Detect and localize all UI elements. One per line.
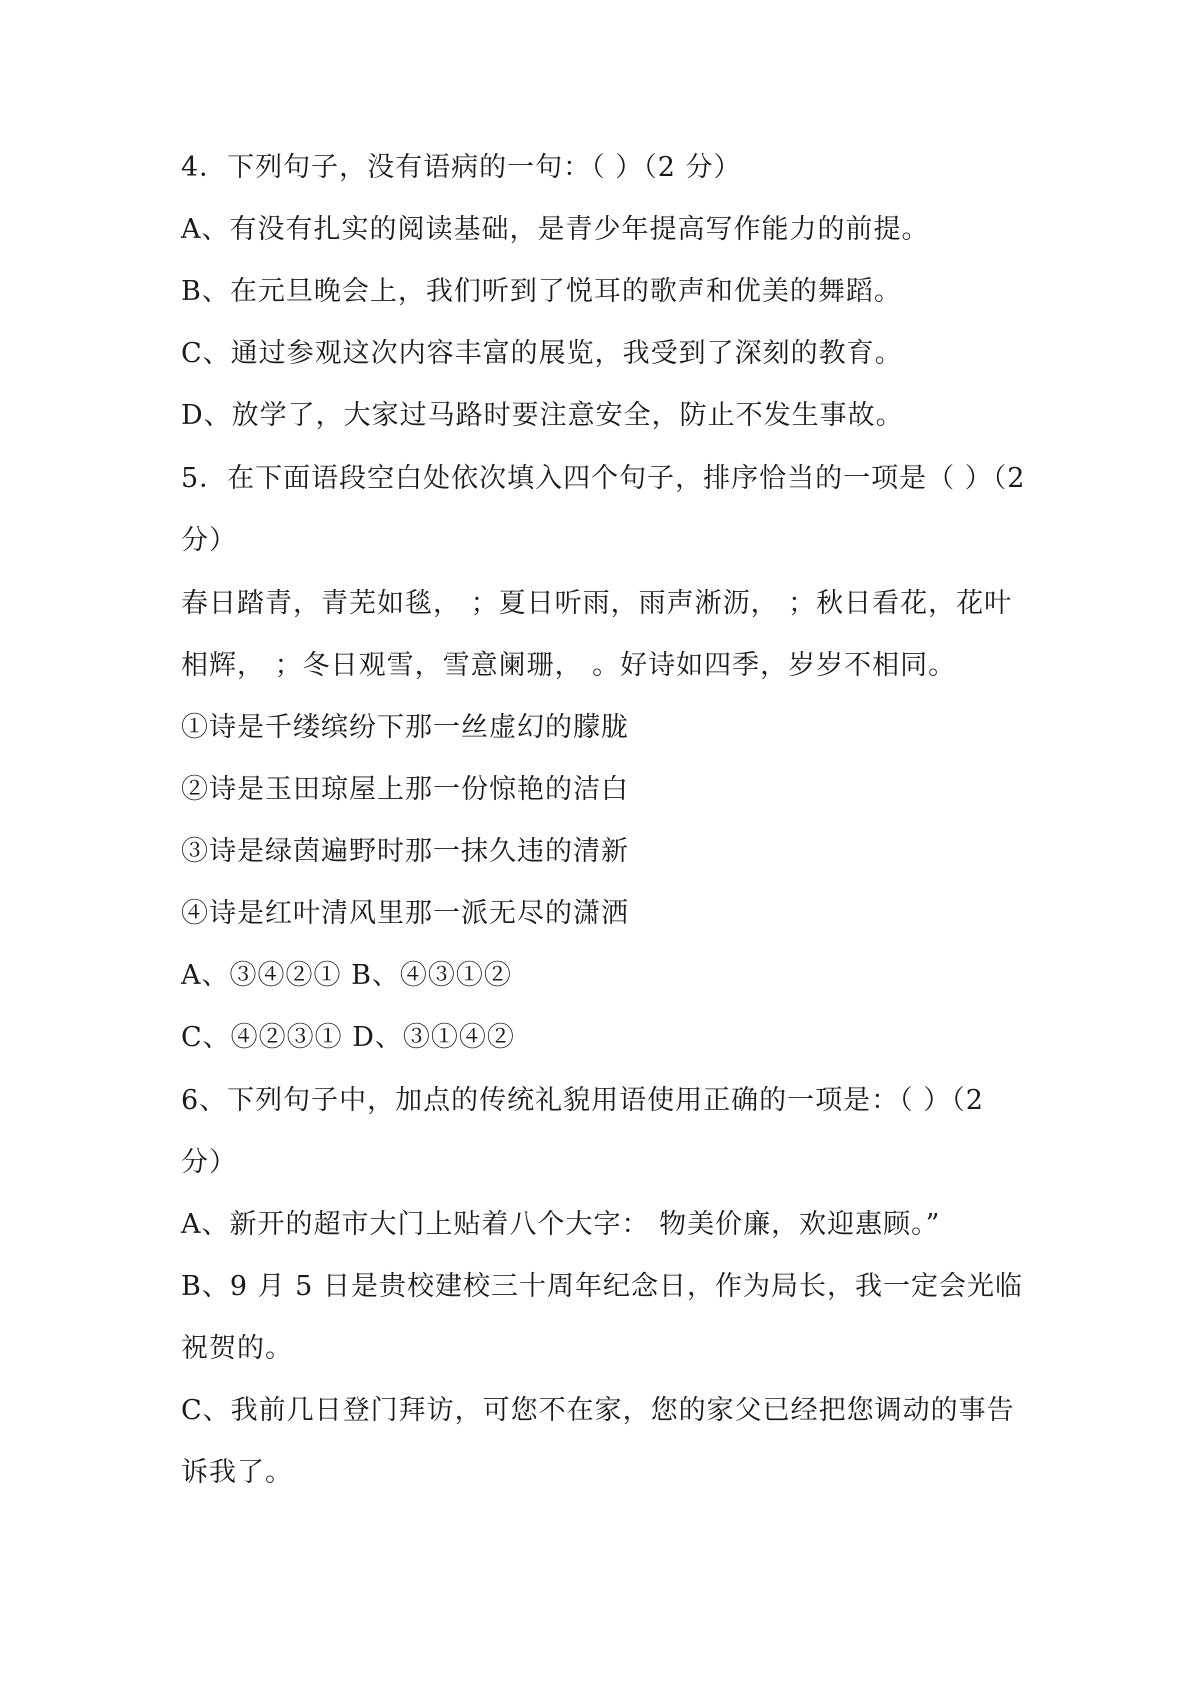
- question-6-option-b: B、9 月 5 日是贵校建校三十周年纪念日，作为局长，我一定会光临: [181, 1271, 1023, 1302]
- question-5-stem: 5．在下面语段空白处依次填入四个句子，排序恰当的一项是（ ）（2: [181, 463, 1026, 494]
- question-6-option-b-cont: 祝贺的。: [181, 1333, 293, 1364]
- question-4-stem: 4．下列句子，没有语病的一句：（ ）（2 分）: [181, 152, 742, 183]
- question-6-option-a: A、新开的超市大门上贴着八个大字： 物美价廉，欢迎惠顾。”: [181, 1209, 941, 1240]
- question-5-sentence-3: ③诗是绿茵遍野时那一抹久违的清新: [181, 836, 629, 867]
- question-4-option-a: A、有没有扎实的阅读基础，是青少年提高写作能力的前提。: [181, 214, 930, 245]
- question-5-sentence-1: ①诗是千缕缤纷下那一丝虚幻的朦胧: [181, 712, 629, 743]
- question-5-sentence-2: ②诗是玉田琼屋上那一份惊艳的洁白: [181, 774, 629, 805]
- question-4-option-d: D、放学了，大家过马路时要注意安全，防止不发生事故。: [181, 400, 904, 431]
- question-6-stem: 6、下列句子中，加点的传统礼貌用语使用正确的一项是：（ ）（2: [181, 1085, 984, 1116]
- question-6-stem-cont: 分）: [181, 1147, 237, 1178]
- question-5-options-ab: A、③④②① B、④③①②: [181, 960, 512, 991]
- question-5-stem-cont: 分）: [181, 525, 237, 556]
- question-5-sentence-4: ④诗是红叶清风里那一派无尽的潇洒: [181, 898, 629, 929]
- question-6-option-c-cont: 诉我了。: [181, 1457, 293, 1488]
- question-5-passage-line-1: 春日踏青，青芜如毯， ；夏日听雨，雨声淅沥， ；秋日看花，花叶: [181, 588, 1013, 619]
- question-6-option-c: C、我前几日登门拜访，可您不在家，您的家父已经把您调动的事告: [181, 1395, 1015, 1426]
- question-4-option-b: B、在元旦晚会上，我们听到了悦耳的歌声和优美的舞蹈。: [181, 276, 902, 307]
- question-5-passage-line-2: 相辉， ；冬日观雪，雪意阑珊， 。好诗如四季，岁岁不相同。: [181, 650, 957, 681]
- question-4-option-c: C、通过参观这次内容丰富的展览，我受到了深刻的教育。: [181, 338, 903, 369]
- question-5-options-cd: C、④②③① D、③①④②: [181, 1022, 515, 1053]
